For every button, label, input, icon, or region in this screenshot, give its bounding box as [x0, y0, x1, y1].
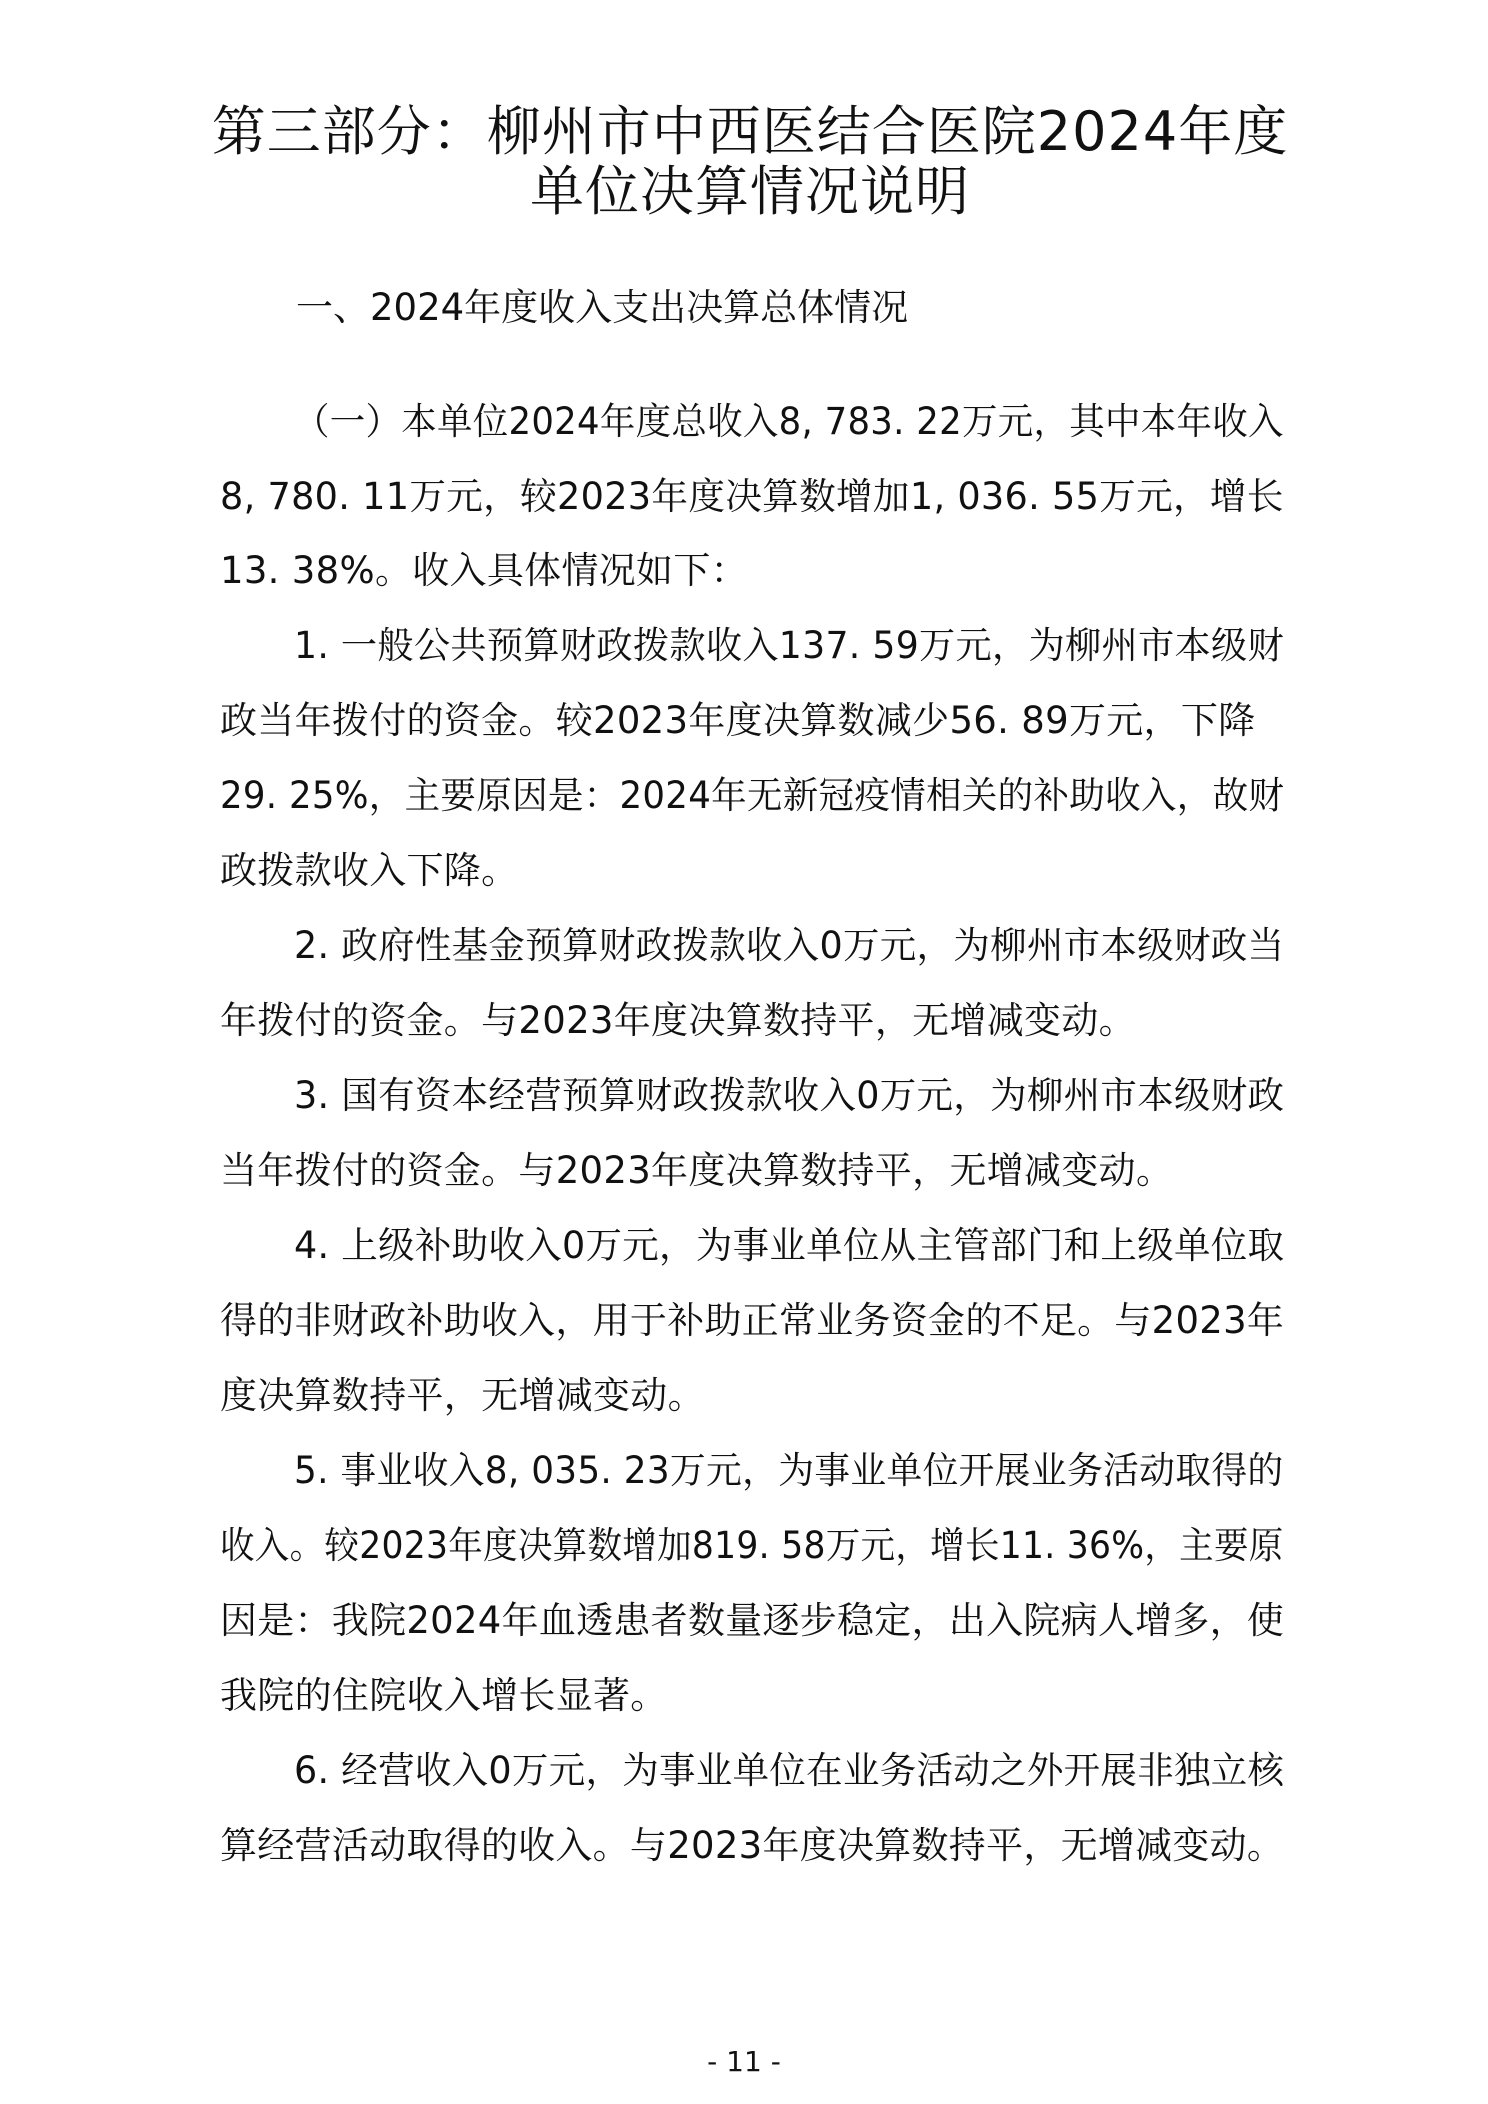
paragraph-line: 收入。较2023年度决算数增加819. 58万元，增长11. 36%，主要原: [220, 1524, 1284, 1567]
paragraph-line: 政当年拨付的资金。较2023年度决算数减少56. 89万元，下降: [220, 699, 1256, 742]
paragraph-line: 当年拨付的资金。与2023年度决算数持平，无增减变动。: [220, 1149, 1174, 1192]
paragraph-line: 6. 经营收入0万元，为事业单位在业务活动之外开展非独立核: [294, 1749, 1285, 1792]
paragraph-line: 我院的住院收入增长显著。: [220, 1674, 668, 1717]
page-title: [150, 102, 1350, 222]
paragraph-line: 8, 780. 11万元，较2023年度决算数增加1, 036. 55万元，增长: [220, 475, 1284, 518]
paragraph-line: 年拨付的资金。与2023年度决算数持平，无增减变动。: [220, 999, 1136, 1042]
title-line-1: 第三部分：柳州市中西医结合医院2024年度: [211, 100, 1289, 163]
paragraph-line: 13. 38%。收入具体情况如下：: [220, 549, 748, 592]
paragraph-line: 因是：我院2024年血透患者数量逐步稳定，出入院病人增多，使: [220, 1599, 1285, 1642]
paragraph-line: 政拨款收入下降。: [220, 849, 519, 892]
paragraph-line: 1. 一般公共预算财政拨款收入137. 59万元，为柳州市本级财: [294, 624, 1284, 667]
paragraph-line: 3. 国有资本经营预算财政拨款收入0万元，为柳州市本级财政: [294, 1074, 1285, 1117]
paragraph-line: 度决算数持平，无增减变动。: [220, 1374, 705, 1417]
paragraph-line: 4. 上级补助收入0万元，为事业单位从主管部门和上级单位取: [294, 1224, 1285, 1267]
title-line-2: 单位决算情况说明: [530, 160, 970, 223]
paragraph-line: 算经营活动取得的收入。与2023年度决算数持平，无增减变动。: [220, 1824, 1285, 1867]
paragraph-line: 得的非财政补助收入，用于补助正常业务资金的不足。与2023年: [220, 1299, 1285, 1342]
section-heading: 一、2024年度收入支出决算总体情况: [296, 286, 909, 329]
paragraph-line: 2. 政府性基金预算财政拨款收入0万元，为柳州市本级财政当: [294, 924, 1285, 967]
paragraph-line: （一）本单位2024年度总收入8, 783. 22万元，其中本年收入: [294, 400, 1284, 443]
paragraph-line: 5. 事业收入8, 035. 23万元，为事业单位开展业务活动取得的: [294, 1449, 1284, 1492]
page-number: - 11 -: [707, 2045, 781, 2078]
paragraph-line: 29. 25%，主要原因是：2024年无新冠疫情相关的补助收入，故财: [220, 774, 1285, 817]
